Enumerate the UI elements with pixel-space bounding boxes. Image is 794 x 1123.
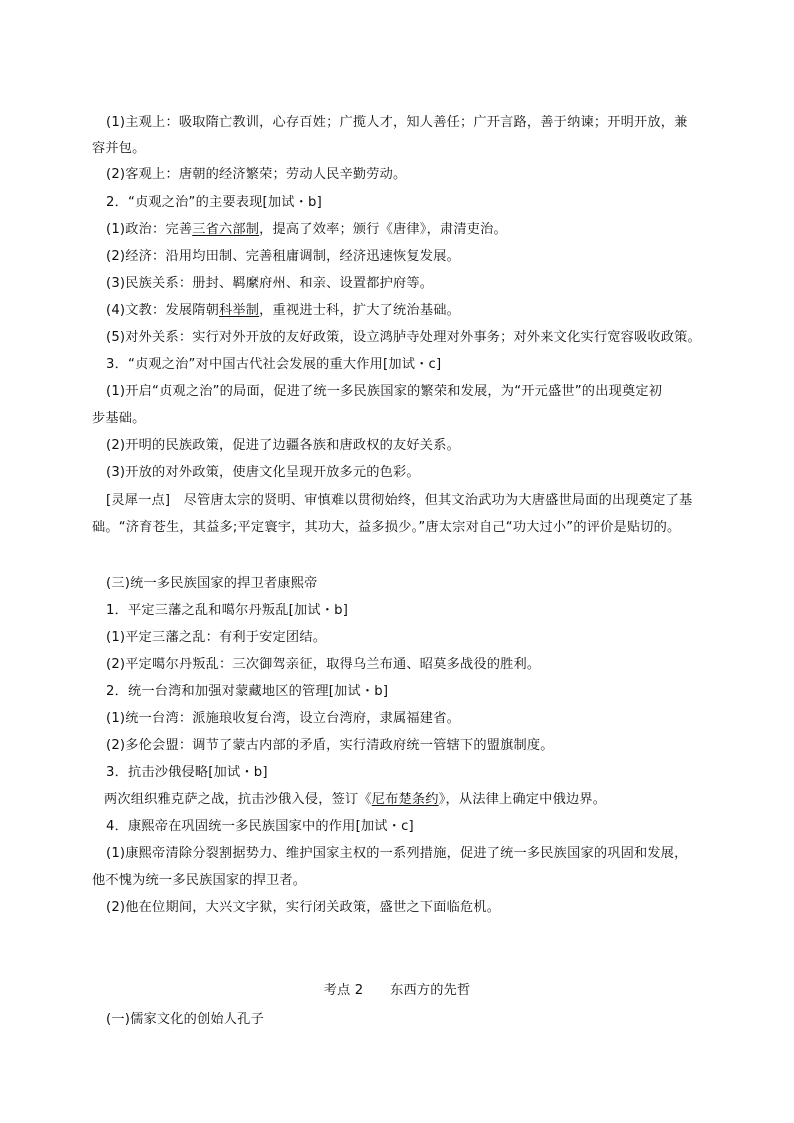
paragraph-line: (5)对外关系：实行对外开放的友好政策，设立鸿胪寺处理对外事务；对外来文化实行宽容吸收政策。 xyxy=(106,330,701,345)
paragraph-line xyxy=(104,791,606,809)
kaodian-heading: 考点 2 东西方的先哲 xyxy=(323,983,471,998)
tip-line: 础。“济育苍生，其益多;平定寰宇，其功大，益多损少。”唐太宗对自己“功大过小”的评价是贴切的。 xyxy=(92,520,681,535)
paragraph-line: (3)开放的对外政策，使唐文化呈现开放多元的色彩。 xyxy=(106,465,420,480)
subsection-title: (一)儒家文化的创始人孔子 xyxy=(106,1012,264,1027)
underlined-term: 科举制 xyxy=(219,303,260,318)
text-span: 两次组织雅克萨之战，抗击沙俄入侵，签订《 xyxy=(104,792,372,807)
paragraph-line: (1)统一台湾：派施琅收复台湾，设立台湾府，隶属福建省。 xyxy=(106,711,460,726)
paragraph-line: (1)开启“贞观之治”的局面，促进了统一多民族国家的繁荣和发展，为“开元盛世”的出现奠定初 xyxy=(106,384,663,399)
paragraph-line: (2)经济：沿用均田制、完善租庸调制，经济迅速恢复发展。 xyxy=(106,249,460,264)
text-span: ，提高了效率；颁行《唐律》，肃清吏治。 xyxy=(259,222,507,237)
section-heading: 4．康熙帝在巩固统一多民族国家中的作用[加试・c] xyxy=(106,819,414,834)
paragraph-line: 容并包。 xyxy=(92,141,146,156)
paragraph-line: 步基础。 xyxy=(92,411,146,426)
paragraph-line: (2)开明的民族政策，促进了边疆各族和唐政权的友好关系。 xyxy=(106,438,460,453)
paragraph-line xyxy=(106,221,507,239)
paragraph-line: (3)民族关系：册封、羁縻府州、和亲、设置都护府等。 xyxy=(106,276,434,291)
paragraph-line: (2)客观上：唐朝的经济繁荣；劳动人民辛勤劳动。 xyxy=(106,167,407,182)
text-span: (4)文教：发展隋朝 xyxy=(106,303,219,318)
section-heading: 1．平定三藩之乱和噶尔丹叛乱[加试・b] xyxy=(106,603,349,618)
subsection-title: (三)统一多民族国家的捍卫者康熙帝 xyxy=(106,576,318,591)
paragraph-line: (1)康熙帝清除分裂割据势力、维护国家主权的一系列措施，促进了统一多民族国家的巩固和发展， xyxy=(106,846,688,861)
section-heading: 2．“贞观之治”的主要表现[加试・b] xyxy=(106,195,322,210)
paragraph-line: (1)主观上：吸取隋亡教训，心存百姓；广揽人才，知人善任；广开言路，善于纳谏；开明开放，兼 xyxy=(106,115,688,130)
section-heading: 3．抗击沙俄侵略[加试・b] xyxy=(106,765,268,780)
paragraph-line: (2)平定噶尔丹叛乱：三次御驾亲征，取得乌兰布通、昭莫多战役的胜利。 xyxy=(106,657,541,672)
paragraph-line: (2)多伦会盟：调节了蒙古内部的矛盾，实行清政府统一管辖下的盟旗制度。 xyxy=(106,738,554,753)
underlined-term: 尼布楚条约 xyxy=(371,792,439,807)
paragraph-line: (2)他在位期间，大兴文字狱，实行闭关政策，盛世之下面临危机。 xyxy=(106,900,501,915)
text-span: ，重视进士科，扩大了统治基础。 xyxy=(259,303,460,318)
text-span: (1)政治：完善 xyxy=(106,222,193,237)
text-span: 》，从法律上确定中俄边界。 xyxy=(438,792,607,807)
tip-line: [灵犀一点] 尽管唐太宗的贤明、审慎难以贯彻始终，但其文治武功为大唐盛世局面的出现奠定了基 xyxy=(106,493,693,508)
paragraph-line: 他不愧为统一多民族国家的捍卫者。 xyxy=(92,873,307,888)
underlined-term: 三省六部制 xyxy=(192,222,260,237)
section-heading: 2．统一台湾和加强对蒙藏地区的管理[加试・b] xyxy=(106,684,389,699)
paragraph-line: (1)平定三藩之乱：有利于安定团结。 xyxy=(106,630,327,645)
section-heading: 3．“贞观之治”对中国古代社会发展的重大作用[加试・c] xyxy=(106,357,442,372)
paragraph-line xyxy=(106,302,460,320)
